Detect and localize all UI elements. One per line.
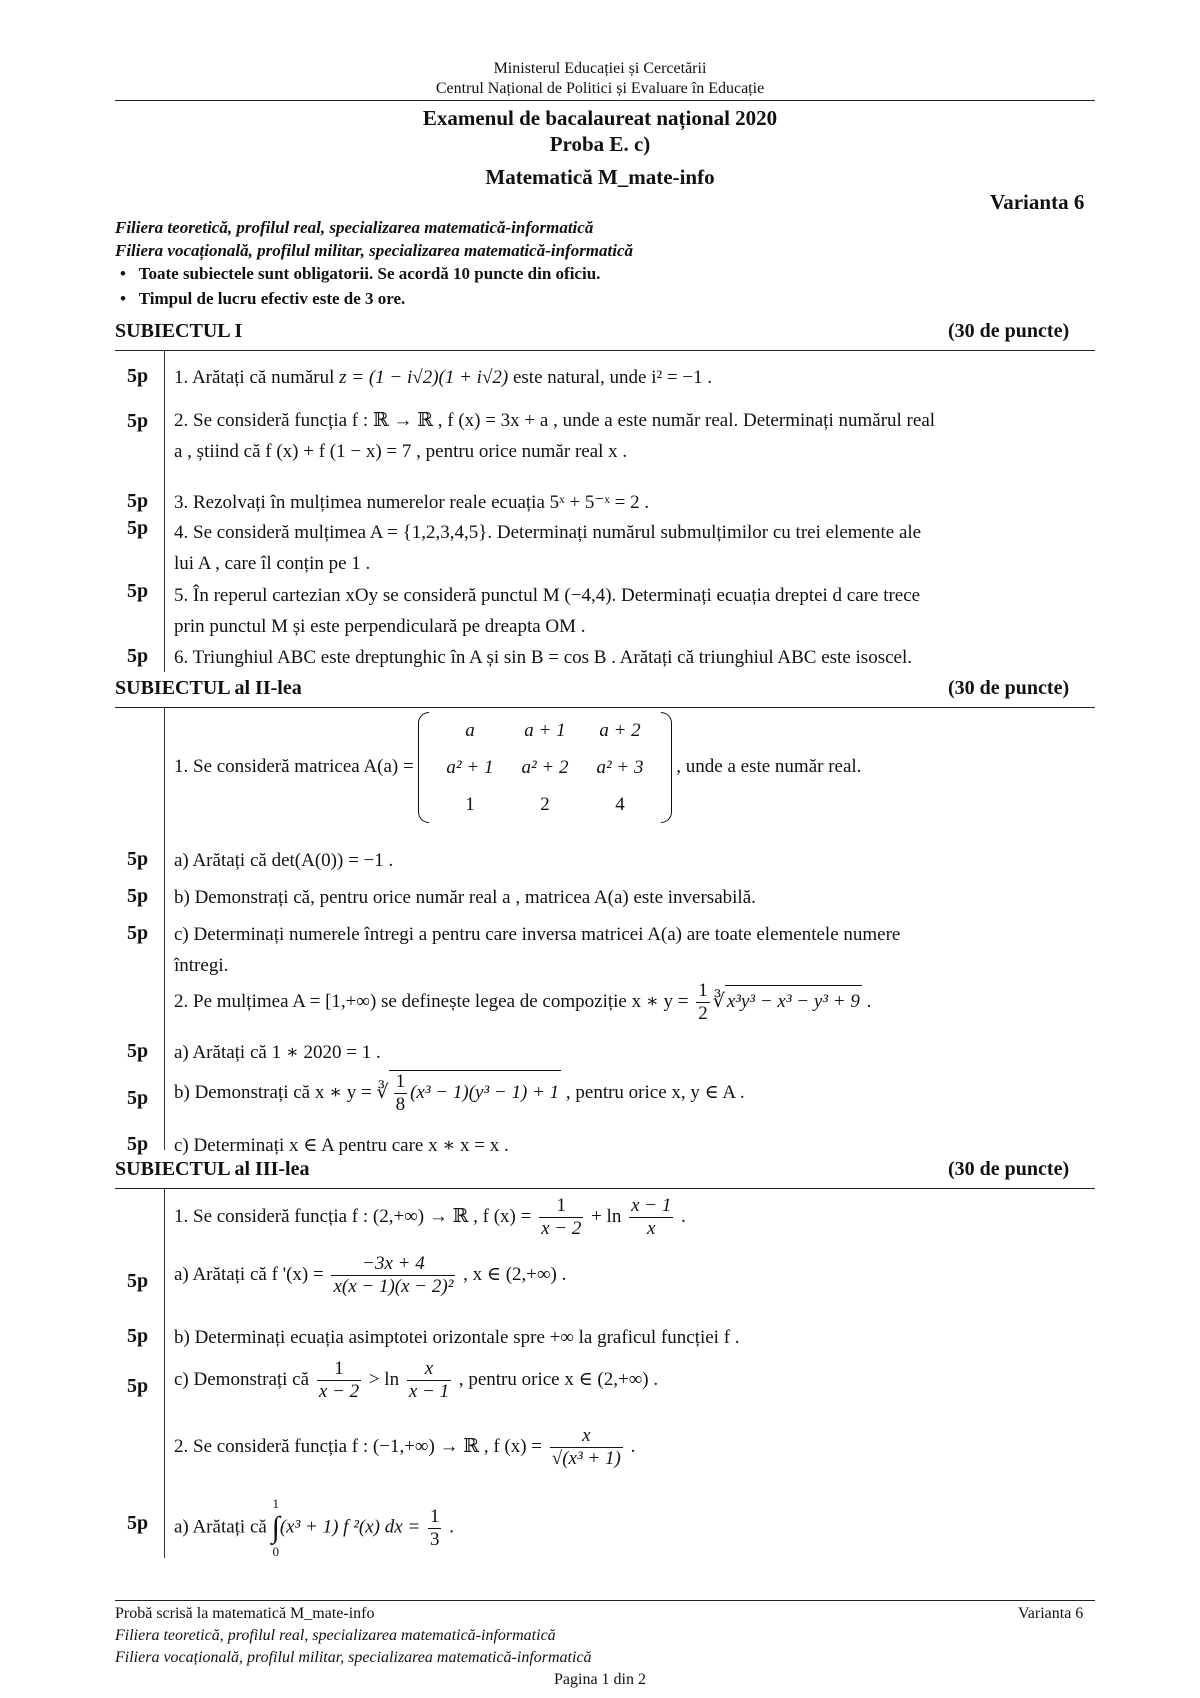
fraction-denominator: √(x³ + 1) bbox=[551, 1448, 621, 1469]
s3-q2-end: . bbox=[630, 1435, 636, 1457]
s2-question-2b bbox=[174, 1070, 1094, 1116]
s2-q2-end: . bbox=[866, 990, 872, 1012]
s3-q1c-text: c) Demonstrați că bbox=[174, 1368, 310, 1390]
s2-question-1 bbox=[174, 712, 1094, 823]
section-3-points: (30 de puncte) bbox=[948, 1158, 1070, 1180]
fraction-denominator: x bbox=[646, 1218, 656, 1239]
s2-q2-radicand: x³y³ − x³ − y³ + 9 bbox=[725, 985, 862, 1017]
fraction-denominator: x − 1 bbox=[408, 1381, 450, 1402]
s2-q1-tail: , unde a este număr real. bbox=[676, 755, 862, 777]
s2-question-2 bbox=[174, 980, 1094, 1025]
s3-question-1 bbox=[174, 1195, 1094, 1240]
points-s2-1a: 5p bbox=[127, 848, 149, 870]
matrix-cell: 1 bbox=[465, 794, 475, 815]
page-number: Pagina 1 din 2 bbox=[554, 1671, 646, 1688]
s3-q2a-end: . bbox=[449, 1516, 454, 1538]
points-s2-2a: 5p bbox=[127, 1040, 149, 1062]
proba-title: Proba E. c) bbox=[549, 132, 651, 156]
subject-title bbox=[0, 165, 1200, 190]
points-s2-1b: 5p bbox=[127, 885, 149, 907]
section-3-column-line bbox=[164, 1188, 165, 1558]
footer-line-1: Probă scrisă la matematică M_mate-info bbox=[115, 1605, 375, 1622]
s1-question-6: 6. Triunghiul ABC este dreptunghic în A și sin B = cos B . Arătați că triunghiul ABC este isoscel. bbox=[174, 647, 912, 668]
s2-question-1c bbox=[174, 919, 1094, 981]
section-1-title: SUBIECTUL I bbox=[115, 320, 243, 342]
bullet-2-text: Timpul de lucru efectiv este de 3 ore. bbox=[138, 289, 406, 308]
section-3-title: SUBIECTUL al III-lea bbox=[115, 1158, 310, 1180]
s3-q2-text: 2. Se consideră funcția f : (−1,+∞) → ℝ , f (x) = bbox=[174, 1435, 543, 1457]
intro-bullet-2: • Timpul de lucru efectiv este de 3 ore. bbox=[120, 289, 406, 308]
s1-q4-line-1: 4. Se consideră mulțimea A = {1,2,3,4,5}. Determinați numărul submulțimilor cu trei elemente ale bbox=[174, 522, 922, 543]
footer-line-2: Filiera teoretică, profilul real, specializarea matematică-informatică bbox=[115, 1627, 556, 1644]
section-2-title: SUBIECTUL al II-lea bbox=[115, 677, 302, 699]
points-s1-q1: 5p bbox=[127, 365, 149, 387]
matrix-a bbox=[418, 712, 671, 823]
s3-q1-end: . bbox=[681, 1205, 686, 1227]
bullet-1-text: Toate subiectele sunt obligatorii. Se acordă 10 puncte din oficiu. bbox=[138, 264, 601, 283]
integral-upper-limit: 1 bbox=[272, 1496, 279, 1511]
s3-q2-fraction bbox=[550, 1425, 623, 1470]
fraction-numerator: 1 bbox=[317, 1358, 361, 1381]
fraction-denominator: 2 bbox=[698, 1003, 708, 1024]
s3-q2a-fraction bbox=[428, 1506, 442, 1551]
s2-q2-text: 2. Pe mulțimea A = [1,+∞) se definește legea de compoziție x ∗ y = bbox=[174, 990, 689, 1012]
s2-q2b-text: b) Demonstrați că x ∗ y = bbox=[174, 1081, 372, 1103]
s3-question-1a bbox=[174, 1253, 1094, 1298]
fraction-denominator: 3 bbox=[429, 1528, 440, 1550]
matrix-cell: 2 bbox=[540, 794, 550, 815]
s3-question-2 bbox=[174, 1425, 1094, 1470]
s1-question-2 bbox=[174, 405, 1094, 467]
ministry-name: Ministerul Educației și Cercetării bbox=[493, 60, 707, 77]
s3-q2a-integrand: (x³ + 1) f ²(x) dx = bbox=[279, 1516, 421, 1538]
fraction-numerator: x − 1 bbox=[631, 1195, 672, 1216]
s2-question-2a: a) Arătați că 1 ∗ 2020 = 1 . bbox=[174, 1042, 381, 1063]
points-s2-2b: 5p bbox=[127, 1087, 149, 1109]
section-2-column-line bbox=[164, 707, 165, 1150]
points-s3-1b: 5p bbox=[127, 1325, 149, 1347]
s2-q2b-tail: , pentru orice x, y ∈ A . bbox=[565, 1081, 745, 1103]
s1-question-1 bbox=[174, 362, 1094, 393]
matrix-cell: a² + 2 bbox=[521, 757, 569, 778]
s3-q1c-tail: , pentru orice x ∈ (2,+∞) . bbox=[458, 1368, 659, 1390]
s3-q1a-fraction bbox=[331, 1253, 455, 1298]
s2-q2-fraction bbox=[696, 980, 710, 1025]
cube-root-icon: ∛ bbox=[712, 990, 725, 1012]
section-1-points: (30 de puncte) bbox=[948, 320, 1070, 342]
integral-lower-limit: 0 bbox=[272, 1544, 279, 1559]
s3-q1-fraction-1 bbox=[539, 1195, 583, 1240]
footer-divider bbox=[115, 1600, 1095, 1601]
s3-q1-fraction-2 bbox=[629, 1195, 673, 1240]
s3-q1c-gt-ln: > ln bbox=[368, 1368, 400, 1390]
s2-q2b-product: (x³ − 1)(y³ − 1) + 1 bbox=[410, 1081, 560, 1103]
s2-q1c-line-1: c) Determinați numerele întregi a pentru care inversa matricei A(a) are toate elementele numere bbox=[174, 924, 901, 945]
s1-q2-line-1: 2. Se consideră funcția f : ℝ → ℝ , f (x) = 3x + a , unde a este număr real. Determinați numărul real bbox=[174, 410, 936, 431]
points-s3-2a: 5p bbox=[127, 1512, 149, 1534]
exam-title: Examenul de bacalaureat național 2020 bbox=[422, 106, 778, 130]
points-s3-1c: 5p bbox=[127, 1375, 149, 1397]
s2-question-1a: a) Arătați că det(A(0)) = −1 . bbox=[174, 850, 394, 871]
matrix-cell: 4 bbox=[615, 794, 625, 815]
section-3-divider bbox=[115, 1188, 1095, 1189]
header-divider bbox=[115, 100, 1095, 101]
fraction-numerator: −3x + 4 bbox=[331, 1253, 455, 1276]
matrix-cell: a + 2 bbox=[599, 720, 641, 741]
section-2-points: (30 de puncte) bbox=[948, 677, 1070, 699]
s3-q1c-fraction-1 bbox=[317, 1358, 361, 1403]
s1-q5-line-1: 5. În reperul cartezian xOy se consideră punctul M (−4,4). Determinați ecuația dreptei d care trece bbox=[174, 585, 921, 606]
footer-line-3: Filiera vocațională, profilul militar, specializarea matematică-informatică bbox=[115, 1649, 592, 1666]
s3-q1-text: 1. Se consideră funcția f : (2,+∞) → ℝ , f (x) = bbox=[174, 1205, 532, 1227]
s1-q4-line-2: lui A , care îl conțin pe 1 . bbox=[174, 553, 371, 574]
points-s1-q4: 5p bbox=[127, 517, 149, 539]
points-s3-1a: 5p bbox=[127, 1270, 149, 1292]
points-s1-q5: 5p bbox=[127, 580, 149, 602]
intro-bullet-1: • Toate subiectele sunt obligatorii. Se acordă 10 puncte din oficiu. bbox=[120, 264, 601, 283]
s1-question-4 bbox=[174, 517, 1094, 579]
points-s1-q3: 5p bbox=[127, 490, 149, 512]
matrix-cell: a bbox=[465, 720, 475, 741]
variant-label: Varianta 6 bbox=[990, 190, 1085, 214]
section-1-divider bbox=[115, 350, 1095, 351]
section-1-column-line bbox=[164, 350, 165, 672]
s1-q5-line-2: prin punctul M și este perpendiculară pe dreapta OM . bbox=[174, 616, 586, 637]
fraction-denominator: x − 2 bbox=[541, 1218, 582, 1239]
s3-q1c-fraction-2 bbox=[407, 1358, 451, 1403]
fraction-numerator: x bbox=[550, 1425, 623, 1448]
s3-question-1b: b) Determinați ecuația asimptotei orizontale spre +∞ la graficul funcției f . bbox=[174, 1327, 740, 1348]
points-s2-2c: 5p bbox=[127, 1133, 149, 1155]
s2-q2b-radicand bbox=[389, 1070, 562, 1116]
fraction-numerator: 1 bbox=[429, 1505, 440, 1527]
matrix-cell: a² + 1 bbox=[446, 757, 494, 778]
s3-q1a-tail: , x ∈ (2,+∞) . bbox=[463, 1263, 567, 1285]
s2-question-2c: c) Determinați x ∈ A pentru care x ∗ x = x . bbox=[174, 1135, 509, 1156]
points-s1-q2: 5p bbox=[127, 410, 149, 432]
s1-q1-text: 1. Arătați că numărul bbox=[174, 367, 340, 388]
fraction-numerator: 1 bbox=[698, 980, 708, 1001]
cube-root-icon: ∛ bbox=[376, 1081, 389, 1103]
points-s2-1c: 5p bbox=[127, 922, 149, 944]
fraction-numerator: x bbox=[407, 1358, 451, 1381]
integral-icon: ∫ bbox=[271, 1511, 280, 1544]
section-2-divider bbox=[115, 707, 1095, 708]
s2-q2b-fraction bbox=[394, 1071, 408, 1116]
s2-question-1b: b) Demonstrați că, pentru orice număr real a , matricea A(a) este inversabilă. bbox=[174, 887, 756, 908]
intro-line-2: Filiera vocațională, profilul militar, specializarea matematică-informatică bbox=[115, 241, 634, 260]
integral bbox=[272, 1495, 280, 1561]
s2-q1-text: 1. Se consideră matricea A(a) = bbox=[174, 755, 414, 777]
s1-q1-tail: este natural, unde i² = −1 . bbox=[508, 367, 713, 388]
s2-q1c-line-2: întregi. bbox=[174, 955, 229, 976]
points-s1-q6: 5p bbox=[127, 645, 149, 667]
fraction-numerator: 1 bbox=[539, 1195, 583, 1218]
fraction-denominator: 8 bbox=[395, 1094, 406, 1115]
intro-line-1: Filiera teoretică, profilul real, specializarea matematică-informatică bbox=[115, 218, 594, 237]
matrix-cell: a + 1 bbox=[524, 720, 566, 741]
subject-text: Matematică M_mate-info bbox=[485, 165, 715, 189]
matrix-cell: a² + 3 bbox=[596, 757, 644, 778]
s1-question-3: 3. Rezolvați în mulțimea numerelor reale ecuația 5ˣ + 5⁻ˣ = 2 . bbox=[174, 492, 650, 513]
s3-question-1c bbox=[174, 1358, 1094, 1403]
s3-q1-plus-ln: + ln bbox=[591, 1205, 622, 1227]
center-name: Centrul Național de Politici și Evaluare în Educație bbox=[435, 80, 765, 97]
s1-q2-line-2: a , știind că f (x) + f (1 − x) = 7 , pentru orice număr real x . bbox=[174, 441, 628, 462]
fraction-numerator: 1 bbox=[395, 1071, 406, 1092]
s3-q2a-text: a) Arătați că bbox=[174, 1516, 267, 1538]
s3-question-2a bbox=[174, 1495, 1094, 1561]
s3-q1a-text: a) Arătați că f '(x) = bbox=[174, 1263, 324, 1285]
s1-q1-expression: z = (1 − i√2)(1 + i√2) bbox=[339, 367, 509, 388]
fraction-denominator: x − 2 bbox=[318, 1381, 360, 1402]
fraction-denominator: x(x − 1)(x − 2)² bbox=[333, 1276, 454, 1297]
s1-question-5 bbox=[174, 580, 1094, 642]
footer-variant: Varianta 6 bbox=[1018, 1605, 1084, 1622]
